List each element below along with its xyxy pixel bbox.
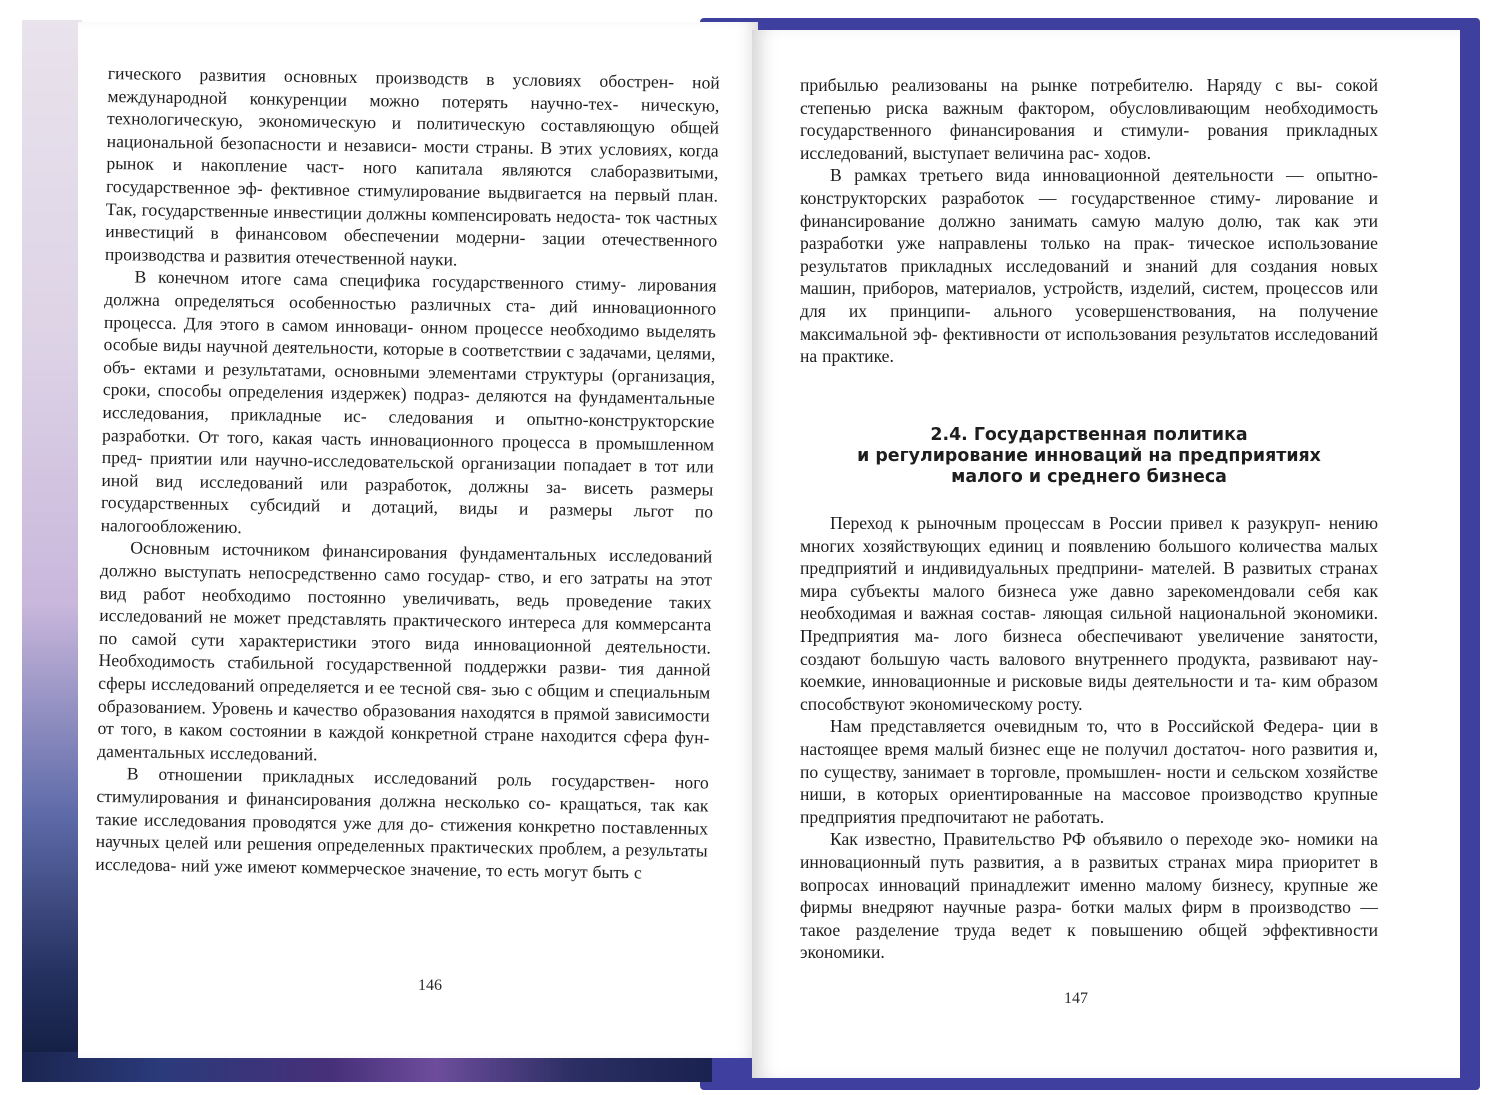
book-cover-left-edge [22,20,82,1082]
right-page-text-top [800,74,1378,368]
paragraph: В конечном итоге сама специфика государственного стиму- лирования должна определяться особенностью различных ста- дий инновационного процесса. Для этого в самом инноваци- онном процессе необходимо выделять особые виды научной деятельности, которые в соответствии с задачами, целями, объ- ектами и результатами, основными элементами структуры (организация, сроки, способы определения издержек) подраз- деляются на фундаментальные исследования, прикладные ис- следования и опытно-конструкторские разработки. От того, какая часть инновационного процесса в промышленном пред- приятии или научно-исследовательской организации попадает в тот или иной вид исследований или разработок, должны за- висеть размеры государственных субсидий и дотаций, виды и размеры льгот по налогообложению. [100,266,717,538]
heading-line: 2.4. Государственная политика [930,425,1248,445]
paragraph: Как известно, Правительство РФ объявило о переходе эко- номики на инновационный путь развития, а в развитых странах мира приоритет в вопросах инноваций принадлежит именно малому бизнесу, крупные же фирмы внедряют научные разра- ботки малых фирм в производство — такое разделение труда ведет к повышению общей эффективности экономики. [800,829,1378,963]
page-number: 147 [1064,990,1088,1007]
page-number: 146 [418,977,442,994]
heading-line: малого и среднего бизнеса [951,467,1227,487]
left-page-text [95,62,720,885]
paragraph: Переход к рыночным процессам в России привел к разукруп- нению многих хозяйствующих единиц и появлению большого количества малых предприятий и индивидуальных предприни- мателей. В развитых странах мира субъекты малого бизнеса уже давно зарекомендовали себя как необходимая и важная состав- ляющая сильной национальной экономики. Предприятия ма- лого бизнеса обеспечивают увеличение занятости, создают большую часть валового внутреннего продукта, развивают нау- коемкие, инновационные и рисковые виды деятельности и та- ким образом способствуют экономическому росту. [800,513,1378,714]
paragraph: Нам представляется очевидным то, что в Российской Федера- ции в настоящее время малый бизнес еще не получил достаточ- ного развития и, по существу, занимает в торговле, промышлен- ности и сельском хозяйстве ниши, в которых ориентированные на массовое производство крупные предприятия предпочитают не работать. [800,716,1378,827]
heading-line: и регулирование инноваций на предприятиях [857,446,1321,466]
paragraph: прибылью реализованы на рынке потребителю. Наряду с вы- сокой степенью риска важным фактором, обусловливающим необходимость государственного финансирования и стимули- рования прикладных исследований, выступает величина рас- ходов. [800,75,1378,163]
left-page [78,22,758,1058]
paragraph: В рамках третьего вида инновационной деятельности — опытно-конструкторских разработок — государственное стиму- лирование и финансирование должно занимать самую малую долю, так как эти разработки уже направлены только на прак- тическое использование результатов прикладных исследований и знаний для создания новых машин, приборов, материалов, устройств, изделий, систем, процессов или для их принципи- ального усовершенствования, на получение максимальной эф- фективности от использования результатов исследований на практике. [800,165,1378,367]
section-heading [800,425,1378,488]
right-page-text-bottom [800,512,1378,964]
right-page [752,30,1460,1078]
paragraph: В отношении прикладных исследований роль государствен- ного стимулирования и финансирования должна несколько со- кращаться, так как такие исследования проводятся уже для до- стижения конкретно поставленных научных целей или решения определенных практических проблем, а результаты исследова- ний уже имеют коммерческое значение, то есть могут быть с [95,763,709,883]
paragraph: Основным источником финансирования фундаментальных исследований должно выступать непосредственно само государ- ство, и его затраты на этот вид работ необходимо постоянно увеличивать, ведь проведение таких исследований не может представлять практического интереса для коммерсанта по самой сути характеристики этого вида инновационной деятельности. Необходимость стабильной государственной поддержки разви- тия данной сферы исследований определяется и ее тесной свя- зью с общим и специальным образованием. Уровень и качество образования находятся в прямой зависимости от того, в каком состоянии в каждой конкретной стране находится сфера фун- даментальных исследований. [97,537,713,765]
paragraph: гического развития основных производств в условиях обострен- ной международной конкуренции можно потерять научно-тех- ническую, технологическую, экономическую и политическую составляющую общей национальной безопасности и независи- мости страны. В этих условиях, когда рынок и накопление част- ного капитала являются слаборазвитыми, государственное эф- фективное стимулирование выдвигается на первый план. Так, государственные инвестиции должны компенсировать недоста- ток частных инвестиций в финансовом обеспечении модерни- зации отечественного производства и развития отечественной науки. [104,62,720,270]
